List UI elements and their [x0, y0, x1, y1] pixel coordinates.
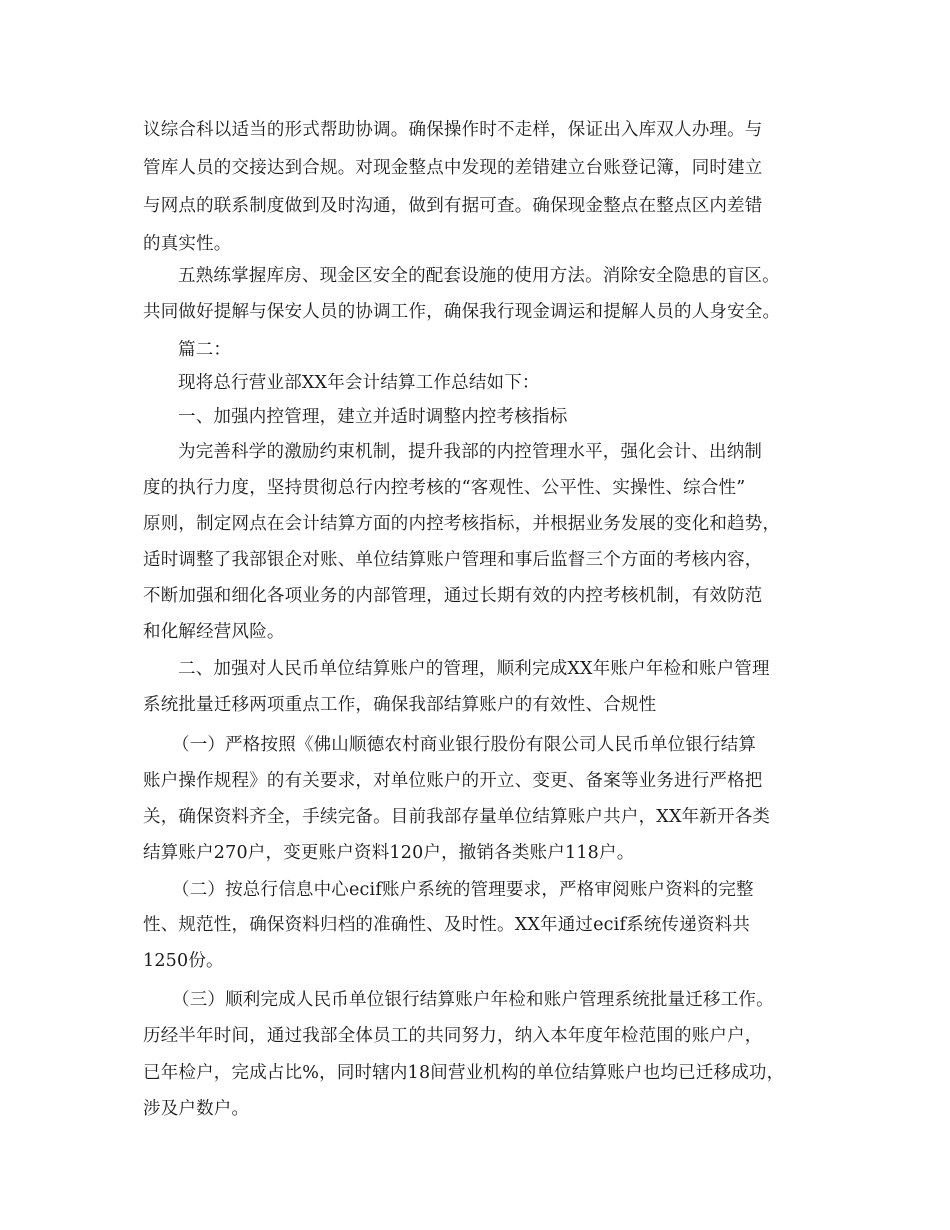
body-text-line: 关，确保资料齐全，手续完备。目前我部存量单位结算账户共户，XX年新开各类 — [143, 807, 771, 827]
body-text-line: 结算账户270户，变更账户资料120户，撤销各类账户118户。 — [143, 843, 635, 863]
body-text-line: （三）顺利完成人民币单位银行结算账户年检和账户管理系统批量迁移工作。 — [172, 990, 774, 1010]
body-text-line: 和化解经营风险。 — [143, 622, 285, 642]
body-text-line: 的真实性。 — [143, 234, 232, 254]
body-text-line: 账户操作规程》的有关要求，对单位账户的开立、变更、备案等业务进行严格把 — [143, 771, 763, 791]
body-text-line: 现将总行营业部XX年会计结算工作总结如下： — [178, 373, 540, 393]
body-text-line: 涉及户数户。 — [143, 1099, 250, 1119]
section-heading: 一、加强内控管理，建立并适时调整内控考核指标 — [178, 407, 568, 427]
body-text-line: 原则，制定网点在会计结算方面的内控考核指标，并根据业务发展的变化和趋势， — [143, 514, 781, 534]
body-text-line: 为完善科学的激励约束机制，提升我部的内控管理水平，强化会计、出纳制 — [178, 442, 763, 462]
body-text-line: 不断加强和细化各项业务的内部管理，通过长期有效的内控考核机制，有效防范 — [143, 586, 763, 606]
body-text-line: 1250份。 — [143, 951, 224, 971]
body-text-line: 性、规范性，确保资料归档的准确性、及时性。XX年通过ecif系统传递资料共 — [143, 915, 751, 935]
body-text-line: 五熟练掌握库房、现金区安全的配套设施的使用方法。消除安全隐患的盲区。 — [178, 266, 780, 286]
section-heading: 系统批量迁移两项重点工作，确保我部结算账户的有效性、合规性 — [143, 695, 657, 715]
section-heading: 篇二： — [178, 340, 232, 360]
body-text-line: 历经半年时间，通过我部全体员工的共同努力，纳入本年度年检范围的账户户， — [143, 1026, 763, 1046]
body-text-line: （一）严格按照《佛山顺德农村商业银行股份有限公司人民币单位银行结算 — [172, 735, 757, 755]
body-text-line: （二）按总行信息中心ecif账户系统的管理要求，严格审阅账户资料的完整 — [172, 880, 754, 900]
body-text-line: 议综合科以适当的形式帮助协调。确保操作时不走样，保证出入库双人办理。与 — [143, 120, 763, 140]
body-text-line: 共同做好提解与保安人员的协调工作，确保我行现金调运和提解人员的人身安全。 — [143, 302, 781, 322]
body-text-line: 与网点的联系制度做到及时沟通，做到有据可查。确保现金整点在整点区内差错 — [143, 196, 763, 216]
body-text-line: 适时调整了我部银企对账、单位结算账户管理和事后监督三个方面的考核内容， — [143, 550, 763, 570]
body-text-line: 已年检户，完成占比%，同时辖内18间营业机构的单位结算账户也均已迁移成功， — [143, 1063, 785, 1083]
body-text-line: 度的执行力度，坚持贯彻总行内控考核的“客观性、公平性、实操性、综合性” — [143, 478, 746, 498]
body-text-line: 管库人员的交接达到合规。对现金整点中发现的差错建立台账登记簿，同时建立 — [143, 158, 763, 178]
section-heading: 二、加强对人民币单位结算账户的管理，顺利完成XX年账户年检和账户管理 — [178, 659, 770, 679]
